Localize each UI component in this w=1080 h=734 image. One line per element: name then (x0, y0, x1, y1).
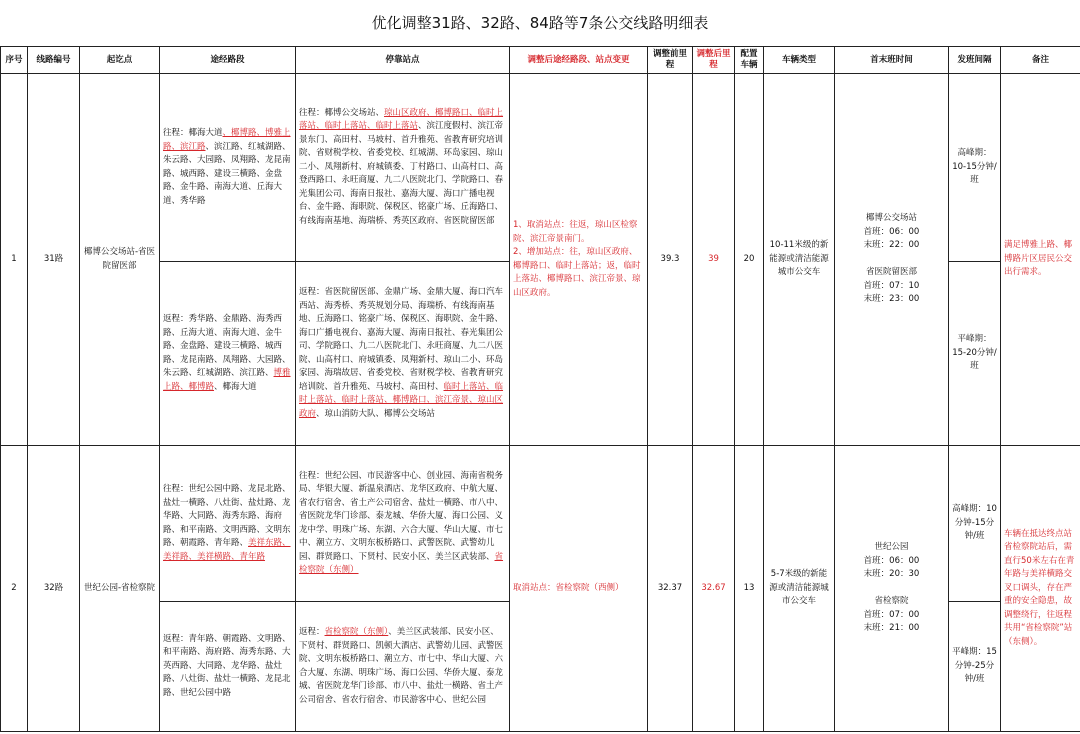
cell-endpoints: 世纪公园-省检察院 (80, 446, 160, 732)
header-row (1, 47, 1080, 74)
header-line-no: 线路编号 (28, 47, 80, 74)
stops-back-text-2: 、琼山消防大队、椰博公交场站 (316, 408, 436, 419)
cell-seq: 1 (1, 74, 28, 446)
cell-interval-off: 平峰期：15-20分钟/班 (949, 262, 1001, 446)
cell-change: 1、取消站点：往返，琼山区检察院、滨江帝景南门。 2、增加站点：往，琼山区政府、椰博路口、临时上落站；返，临时上落站、椰博路口、滨江帝景、琼山区政府。 (510, 74, 648, 446)
cell-line-no: 32路 (28, 446, 80, 732)
header-endpoints: 起讫点 (80, 47, 160, 74)
header-route: 途经路段 (160, 47, 296, 74)
cell-interval-peak: 高峰期：10分钟-15分钟/班 (949, 446, 1001, 602)
cell-endpoints: 椰博公交场站-省医院留医部 (80, 74, 160, 446)
route-out-changed: 美祥东路、美祥路、美祥横路、青年路 (163, 538, 291, 562)
table-row (1, 446, 1080, 602)
cell-dist-before: 32.37 (648, 446, 693, 732)
stops-back-changed: 省检察院（东侧） (324, 627, 389, 637)
route-back-text: 返程：秀华路、金鼎路、海秀西路、丘海大道、南海大道、金牛路、金盘路、建设三横路、城西路、龙昆南路、凤翔路、大园路、朱云路、红城湖路、滨江路、 (163, 314, 291, 378)
header-interval: 发班间隔 (949, 47, 1001, 74)
header-remark: 备注 (1001, 47, 1080, 74)
header-change: 调整后途经路段、站点变更 (510, 47, 648, 74)
header-seq: 序号 (1, 47, 28, 74)
route-out-text-2: 、滨江路、红城湖路、朱云路、大园路、凤翔路、龙昆南路、城西路、建设三横路、金盘路、金牛路、南海大道、丘海大道、秀华路 (163, 141, 291, 206)
header-vehicle-type: 车辆类型 (764, 47, 835, 74)
cell-vehicles: 20 (735, 74, 764, 446)
cell-remark: 车辆在抵达终点站省检察院站后，需直行50米左右在青年路与美祥横路交叉口调头，存在严重的安全隐患，故调整绕行，往返程共用“省检察院”站（东侧）。 (1001, 446, 1080, 732)
cell-route-back: 返程：青年路、朝霞路、文明路、和平南路、海府路、海秀东路、大英西路、大同路、龙华路、盐灶路、八灶街、盐灶一横路、龙昆北路、世纪公园中路 (160, 602, 296, 732)
stops-out-changed: 省检察院（东侧） (299, 551, 504, 575)
cell-remark: 满足博雅上路、椰博路片区居民公交出行需求。 (1001, 74, 1080, 446)
cell-first-last: 椰博公交场站 首班：06：00 末班：22：00 省医院留医部 首班：07：10 末班：23：00 (835, 74, 949, 446)
stops-back-text-2: 、美兰区武装部、民安小区、下贤村、群贤路口、凯顿大酒店、武警幼儿园、武警医院、文明东板桥路口、潮立方、市七中、华山大厦、六合大厦、东湖、明珠广场、海口公园、华侨大厦、泰龙城、省医院龙华门诊部、市八中、盐灶一横路、省土产公司宿舍、省农行宿舍、市民游客中心、世纪公园 (299, 627, 504, 705)
table-row (1, 74, 1080, 262)
stops-back-changed: 临时上落站、临时上落站、临时上落站、椰博路口、滨江帝景、琼山区政府 (299, 381, 504, 419)
header-vehicles: 配置车辆 (735, 47, 764, 74)
header-first-last: 首末班时间 (835, 47, 949, 74)
cell-seq: 2 (1, 446, 28, 732)
cell-dist-after: 32.67 (693, 446, 735, 732)
cell-interval-peak: 高峰期：10-15分钟/班 (949, 74, 1001, 262)
cell-first-last: 世纪公园 首班：06：00 末班：20：30 省检察院 首班：07：00 末班：21：00 (835, 446, 949, 732)
page-title: 优化调整31路、32路、84路等7条公交线路明细表 (371, 14, 709, 32)
cell-vehicle-type: 5-7米级的新能源或清洁能源城市公交车 (764, 446, 835, 732)
route-table (0, 46, 1080, 732)
route-out-text: 往程：世纪公园中路、龙昆北路、盐灶一横路、八灶街、盐灶路、龙华路、大同路、海秀东路、海府路、和平南路、文明西路、文明东路、朝霞路、青年路、 (163, 484, 291, 548)
cell-stops-out (296, 74, 510, 262)
cell-line-no: 31路 (28, 74, 80, 446)
stops-back-text: 返程：省医院留医部、金鼎广场、金鼎大厦、海口汽车西站、海秀桥、秀英规划分局、海瑞桥、有线海南基地、丘海路口、铭豪广场、保税区、海职院、金牛路、海口广播电视台、嘉海大厦、海南日报社、春光集团公司、学院路口、九二八医院北门、永旺商厦、九二八医院、山高村口、府城镇委、凤翔新村、琼山二小、环岛家园、海瑞故居、省委党校、省财税学校、省教育研究培训院、首升雅苑、马坡村、高田村、 (299, 287, 504, 392)
route-out-text: 往程：椰海大道 (163, 128, 223, 138)
cell-vehicles: 13 (735, 446, 764, 732)
cell-interval-off: 平峰期：15分钟-25分钟/班 (949, 602, 1001, 732)
stops-out-text: 往程：椰博公交场站、 (299, 107, 385, 118)
stops-out-text: 往程：世纪公园、市民游客中心、创业园、海南省税务局、华银大厦、新温泉酒店、龙华区政府、中航大厦、省农行宿舍、省土产公司宿舍、盐灶一横路、市八中、省医院龙华门诊部、泰龙城、华侨大厦、海口公园、义龙中学、明珠广场、东湖、六合大厦、华山大厦、市七中、潮立方、文明东板桥路口、武警医院、武警幼儿园、群贤路口、下贤村、民安小区、美兰区武装部、 (299, 470, 504, 562)
cell-dist-after: 39 (693, 74, 735, 446)
stops-out-changed: 琼山区政府、椰博路口、临时上落站、临时上落站、临时上落站 (299, 107, 504, 132)
cell-change: 取消站点：省检察院（西侧） (510, 446, 648, 732)
cell-route-out (160, 446, 296, 602)
cell-route-out (160, 74, 296, 262)
stops-back-text: 返程： (299, 627, 325, 637)
cell-route-back (160, 262, 296, 446)
cell-stops-back (296, 262, 510, 446)
cell-stops-back (296, 602, 510, 732)
header-dist-before: 调整前里程 (648, 47, 693, 74)
header-stops: 停靠站点 (296, 47, 510, 74)
route-back-text-2: 、椰海大道 (214, 381, 257, 392)
cell-dist-before: 39.3 (648, 74, 693, 446)
cell-vehicle-type: 10-11米级的新能源或清洁能源城市公交车 (764, 74, 835, 446)
cell-stops-out (296, 446, 510, 602)
route-back-changed: 博雅上路、椰博路 (163, 368, 291, 392)
stops-out-text-2: 、滨江度假村、滨江帝景东门、高田村、马坡村、首升雅苑、省教育研究培训院、省财税学校、省委党校、红城湖、环岛家园、琼山二小、凤翔新村、府城镇委、丁村路口、山高村口、高登西路口、永旺商厦、九二八医院北门、学院路口、春光集团公司、海南日报社、嘉海大厦、海口广播电视台、金牛路、海职院、保税区、铭豪广场、丘海路口、有线海南基地、海瑞桥、秀英区政府、省医院留医部 (299, 121, 504, 226)
header-dist-after: 调整后里程 (693, 47, 735, 74)
route-out-changed: 、椰博路、博雅上路、滨江路 (163, 128, 291, 152)
